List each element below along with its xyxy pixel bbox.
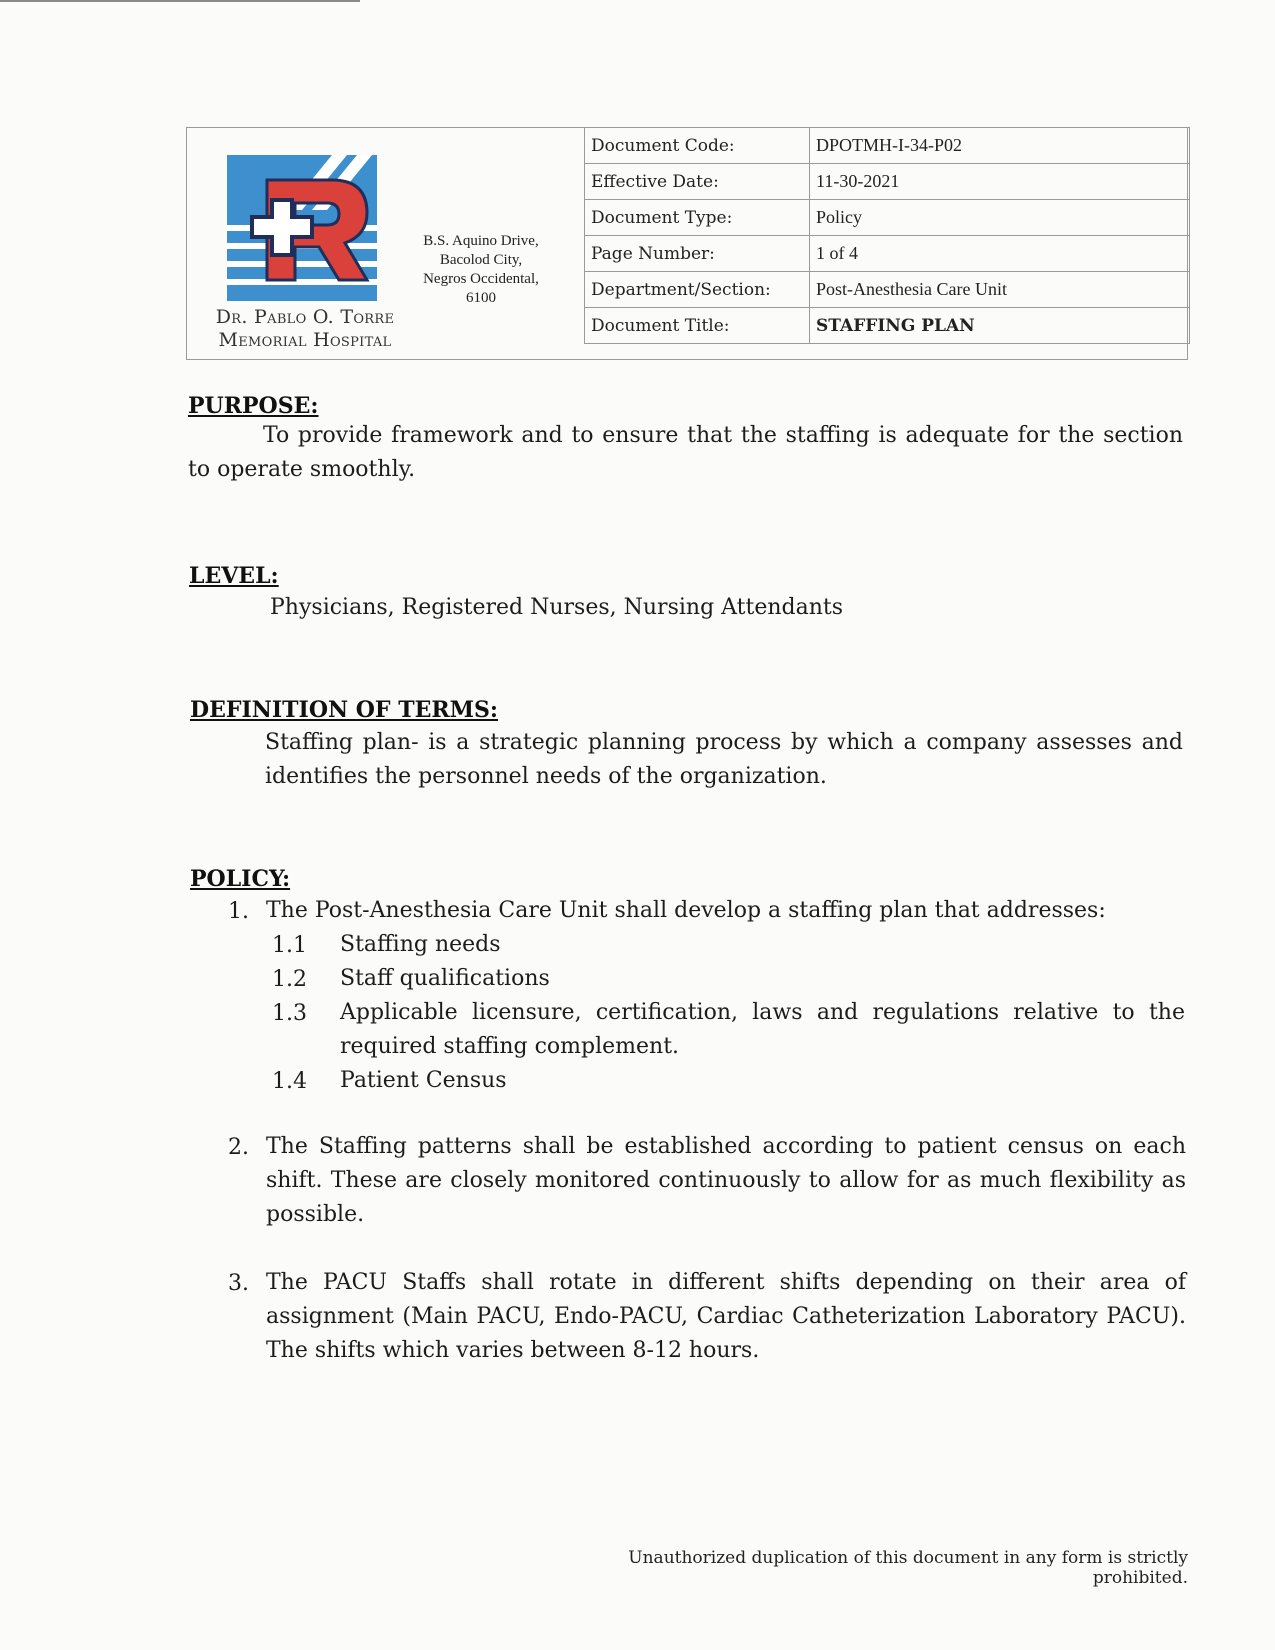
- meta-row-date: [585, 164, 1190, 200]
- level-text: Physicians, Registered Nurses, Nursing Attendants: [270, 595, 844, 620]
- policy-item-text: The Post-Anesthesia Care Unit shall develop a staffing plan that addresses:: [266, 898, 1106, 923]
- meta-value: DPOTMH-I-34-P02: [810, 128, 1190, 164]
- policy-subitem-text: Staff qualifications: [340, 966, 550, 991]
- policy-subitem-text: Patient Census: [340, 1068, 507, 1093]
- hospital-name: [187, 306, 423, 352]
- policy-subitem-number: 1.3: [272, 1001, 307, 1026]
- meta-label: Document Type:: [585, 200, 810, 236]
- policy-subitem-text: Applicable licensure, certification, laws and regulations relative to the required staffing complement.: [340, 1000, 1185, 1059]
- meta-row-page: [585, 236, 1190, 272]
- purpose-heading: PURPOSE:: [188, 393, 319, 419]
- meta-label: Department/Section:: [585, 272, 810, 308]
- meta-label: Document Code:: [585, 128, 810, 164]
- meta-value: 11-30-2021: [810, 164, 1190, 200]
- policy-item-number: 3.: [228, 1271, 249, 1296]
- document-title: STAFFING PLAN: [810, 308, 1190, 344]
- purpose-text: To provide framework and to ensure that the staffing is adequate for the section to operate smoothly.: [188, 423, 1183, 482]
- policy-item-text: The Staffing patterns shall be established according to patient census on each shift. These are closely monitored continuously to allow for as much flexibility as possible.: [266, 1134, 1186, 1227]
- definition-heading: DEFINITION OF TERMS:: [190, 697, 498, 723]
- hospital-name-line2: Memorial Hospital: [218, 329, 392, 351]
- meta-value: 1 of 4: [810, 236, 1190, 272]
- hospital-logo-icon: [227, 155, 382, 305]
- address-line: B.S. Aquino Drive,: [423, 233, 539, 249]
- definition-text: Staffing plan- is a strategic planning process by which a company assesses and identifies the personnel needs of the organization.: [265, 730, 1183, 789]
- meta-label: Page Number:: [585, 236, 810, 272]
- policy-item-number: 1.: [228, 899, 249, 924]
- level-heading: LEVEL:: [189, 563, 279, 589]
- meta-row-code: [585, 128, 1190, 164]
- logo-cell: [187, 128, 400, 359]
- policy-item-number: 2.: [228, 1135, 249, 1160]
- document-meta-table: [584, 127, 1190, 344]
- policy-subitem-number: 1.4: [272, 1069, 307, 1094]
- footer-notice: Unauthorized duplication of this document in any form is strictly prohibited.: [628, 1548, 1188, 1588]
- address-line: Bacolod City,: [439, 252, 523, 268]
- address-line: 6100: [466, 290, 496, 306]
- meta-row-title: [585, 308, 1190, 344]
- policy-subitem-number: 1.2: [272, 967, 307, 992]
- meta-label: Effective Date:: [585, 164, 810, 200]
- meta-value: Post-Anesthesia Care Unit: [810, 272, 1190, 308]
- meta-row-type: [585, 200, 1190, 236]
- hospital-address: [411, 232, 551, 308]
- scan-edge: [0, 0, 360, 2]
- meta-value: Policy: [810, 200, 1190, 236]
- policy-item-text: The PACU Staffs shall rotate in different shifts depending on their area of assignment (Main PACU, Endo-PACU, Cardiac Catheterization Laboratory PACU). The shifts which varies between 8-12 hours.: [266, 1270, 1186, 1363]
- policy-heading: POLICY:: [190, 866, 291, 892]
- meta-label: Document Title:: [585, 308, 810, 344]
- meta-row-department: [585, 272, 1190, 308]
- policy-subitem-number: 1.1: [272, 933, 307, 958]
- hospital-name-line1: Dr. Pablo O. Torre: [215, 306, 395, 328]
- policy-subitem-text: Staffing needs: [340, 932, 501, 957]
- address-line: Negros Occidental,: [423, 271, 539, 287]
- document-header: [186, 127, 1188, 360]
